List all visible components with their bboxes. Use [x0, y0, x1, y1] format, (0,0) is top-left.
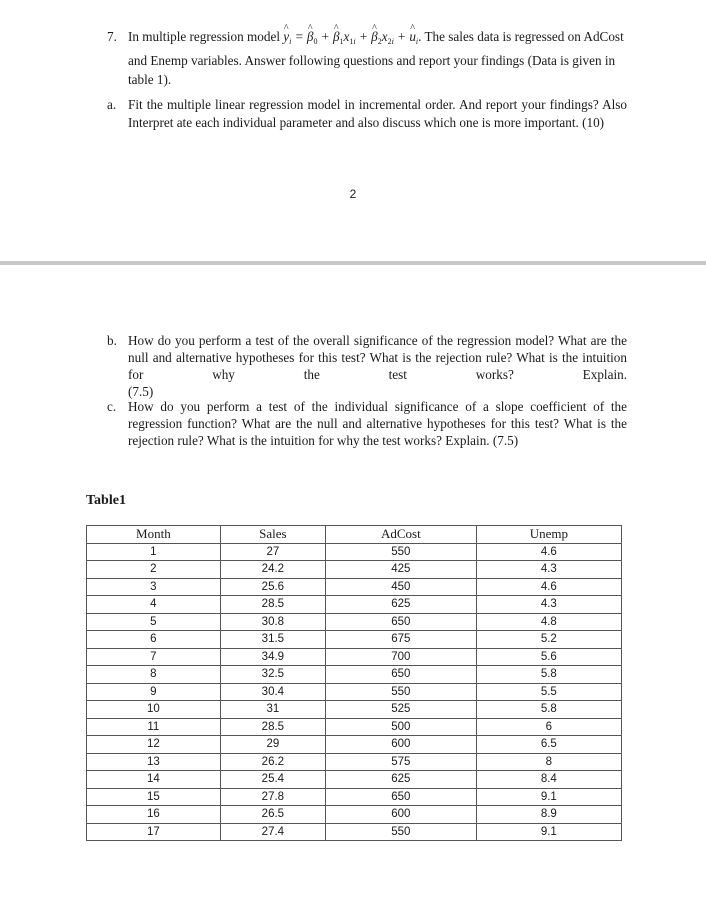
table-row — [87, 736, 622, 754]
cell-unemp: 4.6 — [476, 578, 621, 596]
data-table — [86, 525, 622, 841]
cell-sales: 29 — [220, 736, 325, 754]
cell-adcost: 625 — [326, 596, 477, 614]
cell-month: 7 — [87, 648, 221, 666]
table-row — [87, 806, 622, 824]
cell-sales: 28.5 — [220, 718, 325, 736]
table-row — [87, 543, 622, 561]
cell-unemp: 8 — [476, 753, 621, 771]
question-number: 7. — [107, 29, 117, 44]
cell-month: 14 — [87, 771, 221, 789]
part-b-text: How do you perform a test of the overall significance of the regression model? What are the null and alternative hypotheses for this test? What is the rejection rule? What is the intuition for why the test works? Explain. — [128, 333, 627, 382]
cell-month: 9 — [87, 683, 221, 701]
cell-unemp: 4.6 — [476, 543, 621, 561]
cell-month: 10 — [87, 701, 221, 719]
part-a-label: a. — [107, 97, 117, 112]
cell-adcost: 550 — [326, 823, 477, 841]
cell-sales: 34.9 — [220, 648, 325, 666]
cell-sales: 25.6 — [220, 578, 325, 596]
table-row — [87, 631, 622, 649]
question-after-model: . The sales data is regressed on AdCost and Enemp variables. Answer following questions and report your findings (Data is given in table 1). — [128, 29, 624, 87]
cell-unemp: 6 — [476, 718, 621, 736]
cell-unemp: 4.8 — [476, 613, 621, 631]
table-row — [87, 683, 622, 701]
table-row — [87, 753, 622, 771]
cell-unemp: 4.3 — [476, 561, 621, 579]
part-a — [107, 96, 627, 131]
cell-adcost: 650 — [326, 613, 477, 631]
part-b — [107, 332, 627, 400]
cell-adcost: 450 — [326, 578, 477, 596]
cell-sales: 30.4 — [220, 683, 325, 701]
cell-month: 4 — [87, 596, 221, 614]
cell-month: 17 — [87, 823, 221, 841]
cell-sales: 26.5 — [220, 806, 325, 824]
cell-adcost: 500 — [326, 718, 477, 736]
cell-sales: 27.4 — [220, 823, 325, 841]
cell-month: 1 — [87, 543, 221, 561]
cell-sales: 24.2 — [220, 561, 325, 579]
cell-adcost: 550 — [326, 683, 477, 701]
table-title: Table1 — [86, 493, 126, 508]
cell-month: 12 — [87, 736, 221, 754]
cell-month: 5 — [87, 613, 221, 631]
question-intro: In multiple regression model — [128, 29, 284, 44]
cell-sales: 26.2 — [220, 753, 325, 771]
part-b-marks: (7.5) — [128, 384, 154, 399]
part-c-label: c. — [107, 399, 117, 414]
cell-unemp: 8.9 — [476, 806, 621, 824]
cell-month: 3 — [87, 578, 221, 596]
cell-month: 8 — [87, 666, 221, 684]
header-sales: Sales — [220, 526, 325, 544]
question-7 — [107, 27, 627, 89]
table-row — [87, 771, 622, 789]
header-unemp: Unemp — [476, 526, 621, 544]
cell-sales: 28.5 — [220, 596, 325, 614]
table-row — [87, 788, 622, 806]
cell-sales: 31.5 — [220, 631, 325, 649]
table-row — [87, 596, 622, 614]
page-number: 2 — [349, 187, 357, 201]
table-row — [87, 823, 622, 841]
regression-equation: y $\^{}_i = \beta$ $\^{}_0 + \beta$ $\^{}_1x_{1i} + \beta$ $\^{}_2x_{2i} + u$ $\^{}_i$ — [283, 29, 418, 44]
cell-sales: 32.5 — [220, 666, 325, 684]
table-header-row — [87, 526, 622, 544]
cell-unemp: 5.8 — [476, 666, 621, 684]
part-b-label: b. — [107, 333, 117, 348]
cell-sales: 27.8 — [220, 788, 325, 806]
cell-month: 13 — [87, 753, 221, 771]
header-month: Month — [87, 526, 221, 544]
cell-adcost: 700 — [326, 648, 477, 666]
cell-month: 16 — [87, 806, 221, 824]
cell-adcost: 600 — [326, 806, 477, 824]
cell-unemp: 5.2 — [476, 631, 621, 649]
table-row — [87, 648, 622, 666]
cell-unemp: 8.4 — [476, 771, 621, 789]
cell-month: 2 — [87, 561, 221, 579]
part-a-text: Fit the multiple linear regression model in incremental order. And report your findings? Also Interpret ate each individual parameter and also discuss which one is more important. (10) — [128, 97, 627, 130]
cell-adcost: 650 — [326, 788, 477, 806]
cell-sales: 31 — [220, 701, 325, 719]
cell-sales: 25.4 — [220, 771, 325, 789]
cell-unemp: 5.8 — [476, 701, 621, 719]
question-7-text — [128, 27, 627, 89]
cell-month: 11 — [87, 718, 221, 736]
cell-unemp: 4.3 — [476, 596, 621, 614]
cell-sales: 27 — [220, 543, 325, 561]
cell-adcost: 625 — [326, 771, 477, 789]
cell-sales: 30.8 — [220, 613, 325, 631]
cell-unemp: 6.5 — [476, 736, 621, 754]
table-row — [87, 578, 622, 596]
cell-unemp: 9.1 — [476, 788, 621, 806]
part-c — [107, 398, 627, 449]
cell-adcost: 425 — [326, 561, 477, 579]
cell-month: 6 — [87, 631, 221, 649]
table-row — [87, 666, 622, 684]
cell-adcost: 650 — [326, 666, 477, 684]
cell-unemp: 5.5 — [476, 683, 621, 701]
cell-month: 15 — [87, 788, 221, 806]
table-row — [87, 613, 622, 631]
cell-adcost: 550 — [326, 543, 477, 561]
table-row — [87, 561, 622, 579]
cell-adcost: 675 — [326, 631, 477, 649]
table-row — [87, 718, 622, 736]
cell-adcost: 575 — [326, 753, 477, 771]
page-divider — [0, 261, 706, 265]
table-row — [87, 701, 622, 719]
cell-unemp: 9.1 — [476, 823, 621, 841]
cell-unemp: 5.6 — [476, 648, 621, 666]
cell-adcost: 525 — [326, 701, 477, 719]
cell-adcost: 600 — [326, 736, 477, 754]
part-c-text: How do you perform a test of the individual significance of a slope coefficient of the regression function? What are the null and alternative hypotheses for this test? What is the rejection rule? What is the intuition for why the test works? Explain. (7.5) — [128, 399, 627, 448]
header-adcost: AdCost — [326, 526, 477, 544]
